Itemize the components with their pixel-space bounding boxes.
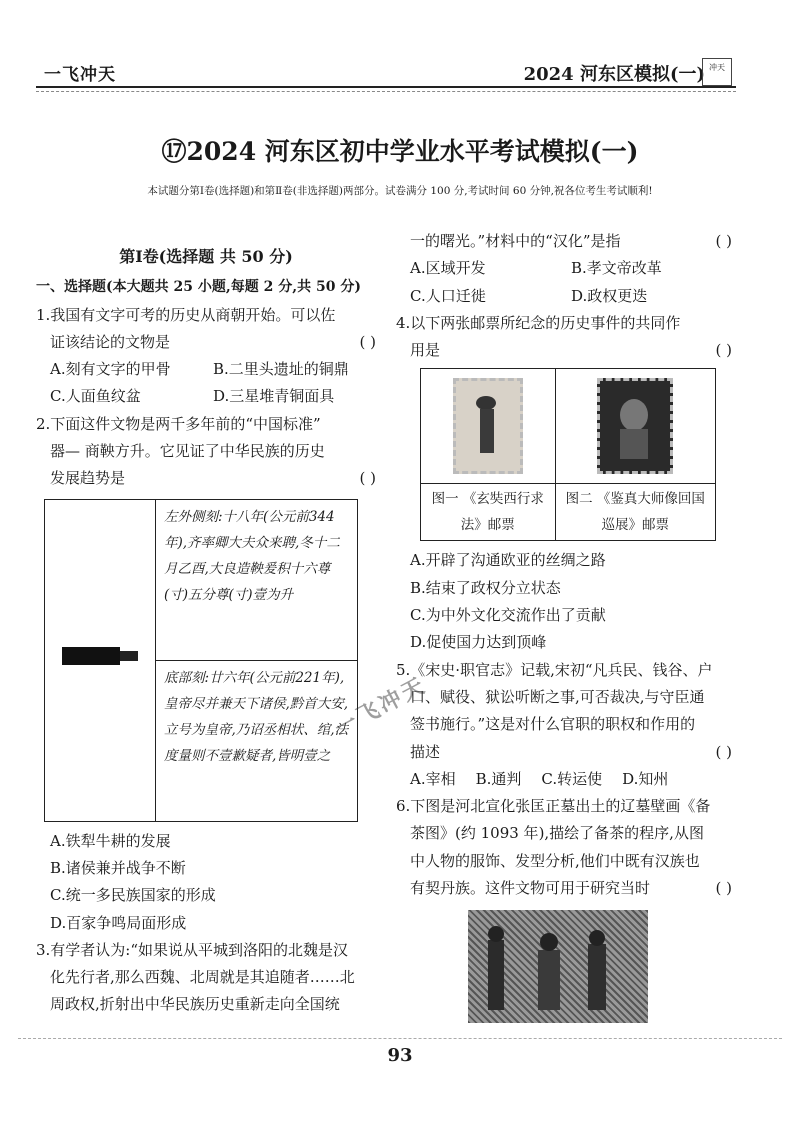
question-3-end: [396, 228, 732, 310]
monk-figure-icon: [456, 381, 520, 471]
q2-option-d: D.百家争鸣局面形成: [50, 913, 187, 932]
q6-stem-line2: 茶图》(约 1093 年),描绘了备茶的程序,从图: [410, 824, 704, 843]
question-5: [396, 657, 732, 793]
tea-preparation-mural-image: [468, 910, 648, 1023]
shang-yang-fangsheng-image: [45, 499, 156, 821]
page-number: 93: [387, 1045, 413, 1066]
q3-option-a: A.区域开发: [410, 259, 486, 278]
statue-figure-icon: [600, 381, 670, 471]
question-4: [396, 310, 732, 657]
q4-option-b: B.结束了政权分立状态: [410, 578, 561, 597]
q1-option-c: C.人面鱼纹盆: [50, 387, 141, 406]
q5-option-b: B.通判: [475, 769, 522, 788]
q3-option-d: D.政权更迭: [571, 286, 648, 305]
q1-stem-line1: 1.我国有文字可考的历史从商朝开始。可以佐: [36, 305, 336, 324]
mural-figures-icon: [468, 910, 648, 1023]
question-6: [396, 793, 732, 1023]
q5-stem-line4: 描述: [410, 742, 441, 761]
q6-stem-line1: 6.下图是河北宣化张匡正墓出土的辽墓壁画《备: [396, 797, 711, 816]
xuanzang-stamp-image: [453, 378, 523, 474]
q3-stem-line2: 化先行者,那么西魏、北周就是其追随者……北: [50, 968, 355, 987]
q4-stem-line2: 用是: [410, 341, 441, 360]
q5-option-c: C.转运使: [541, 769, 603, 788]
watermark: 一飞冲天: [330, 672, 431, 742]
q3-answer-paren: ( ): [715, 232, 732, 250]
q1-stem-line2-row: [36, 329, 376, 356]
left-column: [36, 243, 376, 1019]
q2-option-c: C.统一多民族国家的形成: [50, 886, 216, 905]
q1-answer-paren: ( ): [359, 332, 376, 351]
footer-divider: [18, 1038, 782, 1039]
bronze-measure-icon: [46, 501, 154, 811]
q4-stem-line1: 4.以下两张邮票所纪念的历史事件的共同作: [396, 313, 681, 332]
question-3-start: [36, 937, 376, 1019]
stamp-xuanzang-cell: [421, 369, 556, 484]
exam-series-label: 2024 河东区模拟(一): [523, 64, 705, 85]
section-title: 第Ⅰ卷(选择题 共 50 分): [119, 247, 293, 266]
q4-option-c: C.为中外文化交流作出了贡献: [410, 606, 606, 625]
q1-option-d: D.三星堆青铜面具: [213, 387, 335, 406]
q2-stem-line1: 2.下面这件文物是两千多年前的“中国标准”: [36, 414, 321, 433]
jianzhen-stamp-image: [597, 378, 673, 474]
q4-answer-paren: ( ): [715, 341, 732, 360]
right-column: [396, 228, 732, 1023]
q5-option-d: D.知州: [622, 769, 669, 788]
q3-options-row1: [396, 255, 732, 282]
q6-stem-line4-row: [396, 875, 732, 902]
q3-stem-line4-row: [396, 228, 732, 255]
q4-stamps-table: [420, 368, 716, 541]
stamp-caption-1: 图一 《玄奘西行求法》邮票: [421, 484, 556, 541]
q2-stem-line2: 器— 商鞅方升。它见证了中华民族的历史: [50, 442, 325, 461]
q2-stem-line3-row: [36, 465, 376, 492]
brand-logo-text: 一飞冲天: [44, 65, 116, 85]
q2-stem-line3: 发展趋势是: [50, 469, 126, 488]
header-stamp: 冲天: [702, 58, 732, 86]
q2-artifact-table: [44, 499, 358, 822]
q5-stem-line4-row: [396, 739, 732, 766]
q2-inscription-side: 左外侧刻:十八年(公元前344年),齐率卿大夫众来聘,冬十二月乙酉,大良造鞅爰积十六尊(寸)五分尊(寸)壹为升: [156, 499, 358, 660]
q3-option-c: C.人口迁徙: [410, 286, 486, 305]
q3-stem-line1: 3.有学者认为:“如果说从平城到洛阳的北魏是汉: [36, 940, 349, 959]
header-divider-dashed: [36, 91, 736, 92]
q3-option-b: B.孝文帝改革: [571, 259, 662, 278]
question-1: [36, 302, 376, 411]
q6-stem-line4: 有契丹族。这件文物可用于研究当时: [410, 879, 651, 898]
q3-options-row2: [396, 283, 732, 310]
q3-stem-line3: 周政权,折射出中华民族历史重新走向全国统: [50, 995, 340, 1014]
q5-options-row: [396, 766, 732, 793]
q1-stem-line2: 证该结论的文物是: [50, 332, 171, 351]
page-title: ⑰2024 河东区初中学业水平考试模拟(一): [161, 137, 639, 166]
question-2: [36, 411, 376, 937]
q2-option-b: B.诸侯兼并战争不断: [50, 858, 186, 877]
q2-answer-paren: ( ): [359, 469, 376, 488]
q6-stem-line3: 中人物的服饰、发型分析,他们中既有汉族也: [410, 851, 700, 870]
section-instruction: 一、选择题(本大题共 25 小题,每题 2 分,共 50 分): [36, 279, 361, 296]
q1-options-row2: [36, 383, 376, 410]
q5-stem-line2: 口、赋役、狱讼听断之事,可否裁决,与守臣通: [410, 687, 705, 706]
exam-notice: 本试题分第Ⅰ卷(选择题)和第Ⅱ卷(非选择题)两部分。试卷满分 100 分,考试时间 60 分钟,祝各位考生考试顺利!: [147, 185, 653, 197]
q1-option-b: B.二里头遗址的铜鼎: [213, 360, 349, 379]
q2-inscription-bottom: 底部刻:廿六年(公元前221年),皇帝尽并兼天下诸侯,黔首大安,立号为皇帝,乃诏丞相状、绾,法度量则不壹歉疑者,皆明壹之: [156, 660, 358, 821]
q3-stem-line4: 一的曙光。”材料中的“汉化”是指: [410, 232, 621, 250]
q5-stem-line1: 5.《宋史·职官志》记载,宋初“凡兵民、钱谷、户: [396, 660, 713, 679]
q4-option-d: D.促使国力达到顶峰: [410, 633, 547, 652]
q5-option-a: A.宰相: [410, 769, 456, 788]
q2-option-a: A.铁犁牛耕的发展: [50, 831, 171, 850]
header-divider: [36, 86, 736, 88]
q5-answer-paren: ( ): [715, 742, 732, 761]
stamp-jianzhen-cell: [555, 369, 715, 484]
q4-stem-line2-row: [396, 337, 732, 364]
q4-option-a: A.开辟了沟通欧亚的丝绸之路: [410, 551, 606, 570]
q5-stem-line3: 签书施行。”这是对什么官职的职权和作用的: [410, 715, 696, 734]
q1-options-row1: [36, 356, 376, 383]
q6-answer-paren: ( ): [715, 879, 732, 898]
stamp-caption-2: 图二 《鉴真大师像回国巡展》邮票: [555, 484, 715, 541]
q1-option-a: A.刻有文字的甲骨: [50, 360, 171, 379]
